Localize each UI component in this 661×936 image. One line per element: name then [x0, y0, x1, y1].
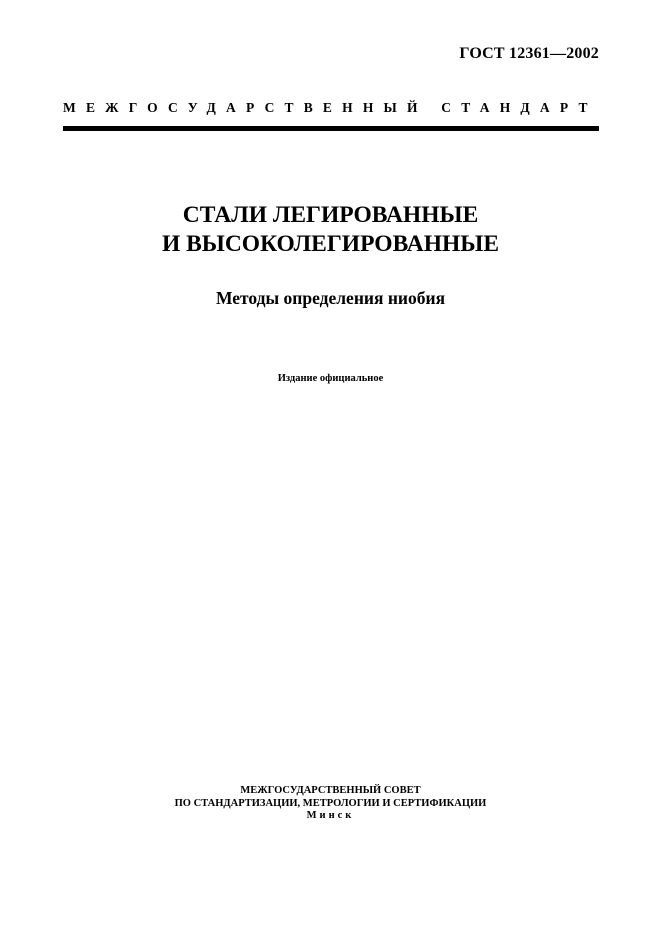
publisher-line-2: ПО СТАНДАРТИЗАЦИИ, МЕТРОЛОГИИ И СЕРТИФИКАЦИИ: [174, 797, 487, 809]
title-line-2: И ВЫСОКОЛЕГИРОВАННЫЕ: [161, 231, 500, 257]
header-divider: [63, 126, 599, 131]
publisher-line-1: МЕЖГОСУДАРСТВЕННЫЙ СОВЕТ: [240, 785, 421, 796]
publisher-city: Минск: [306, 810, 355, 821]
document-number: ГОСТ 12361—2002: [459, 45, 599, 62]
title-line-1: СТАЛИ ЛЕГИРОВАННЫЕ: [182, 202, 479, 228]
document-subtitle: Методы определения ниобия: [215, 288, 446, 308]
edition-note: Издание официальное: [277, 373, 384, 384]
document-title: [0, 201, 661, 259]
standard-type-heading: МЕЖГОСУДАРСТВЕННЫЙ СТАНДАРТ: [63, 100, 598, 115]
publisher-block: [0, 785, 661, 823]
